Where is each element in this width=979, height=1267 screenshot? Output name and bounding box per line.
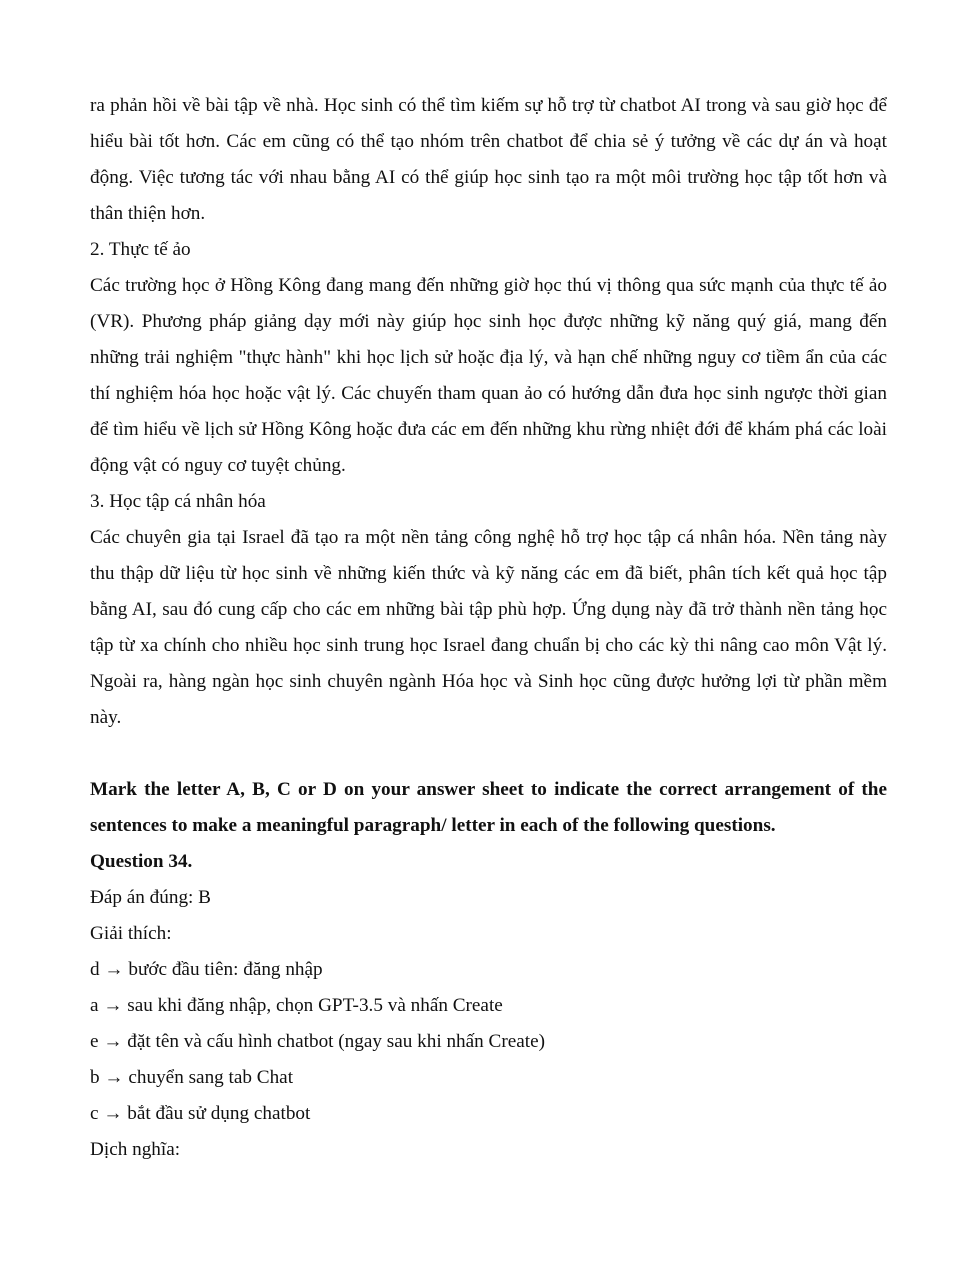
step-line: b → chuyển sang tab Chat	[90, 1067, 294, 1088]
instruction-text: Mark the letter A, B, C or D on your answer sheet to indicate the correct arrangement of the sentences to make a meaningful paragraph/ letter in each of the following questions.	[90, 779, 887, 836]
document-content	[90, 88, 887, 1168]
step-line: a → sau khi đăng nhập, chọn GPT-3.5 và nhấn Create	[90, 995, 503, 1016]
heading-personalized-learning: 3. Học tập cá nhân hóa	[90, 491, 266, 512]
blank-line	[90, 736, 887, 772]
step-line: c → bắt đầu sử dụng chatbot	[90, 1103, 311, 1124]
paragraph-ai-chatbot: ra phản hồi về bài tập về nhà. Học sinh có thể tìm kiếm sự hỗ trợ từ chatbot AI trong và sau giờ học để hiểu bài tốt hơn. Các em cũng có thể tạo nhóm trên chatbot để chia sẻ ý tưởng về các dự án và hoạt động. Việc tương tác với nhau bằng AI có thể giúp học sinh tạo ra một môi trường học tập tốt hơn và thân thiện hơn.	[90, 95, 887, 224]
question-title: Question 34.	[90, 851, 193, 872]
paragraph-personalized-learning: Các chuyên gia tại Israel đã tạo ra một nền tảng công nghệ hỗ trợ học tập cá nhân hóa. Nền tảng này thu thập dữ liệu từ học sinh về những kiến thức và kỹ năng các em đã biết, phân tích kết quả học tập bằng AI, sau đó cung cấp cho các em những bài tập phù hợp. Ứng dụng này đã trở thành nền tảng học tập từ xa chính cho nhiều học sinh trung học Israel đang chuẩn bị cho các kỳ thi nâng cao môn Vật lý. Ngoài ra, hàng ngàn học sinh chuyên ngành Hóa học và Sinh học cũng được hưởng lợi từ phần mềm này.	[90, 527, 887, 728]
paragraph-virtual-reality: Các trường học ở Hồng Kông đang mang đến những giờ học thú vị thông qua sức mạnh của thực tế ảo (VR). Phương pháp giảng dạy mới này giúp học sinh học được những kỹ năng quý giá, mang đến những trải nghiệm "thực hành" khi học lịch sử hoặc địa lý, và hạn chế những nguy cơ tiềm ẩn của các thí nghiệm hóa học hoặc vật lý. Các chuyến tham quan ảo có hướng dẫn đưa học sinh ngược thời gian để tìm hiểu về lịch sử Hồng Kông hoặc đưa các em đến những khu rừng nhiệt đới để khám phá các loài động vật có nguy cơ tuyệt chủng.	[90, 275, 887, 476]
step-line: e → đặt tên và cấu hình chatbot (ngay sau khi nhấn Create)	[90, 1031, 546, 1052]
explanation-label: Giải thích:	[90, 923, 172, 944]
answer-line: Đáp án đúng: B	[90, 887, 211, 908]
translation-label: Dịch nghĩa:	[90, 1139, 181, 1160]
step-line: d → bước đầu tiên: đăng nhập	[90, 959, 323, 980]
heading-virtual-reality: 2. Thực tế ảo	[90, 239, 191, 260]
